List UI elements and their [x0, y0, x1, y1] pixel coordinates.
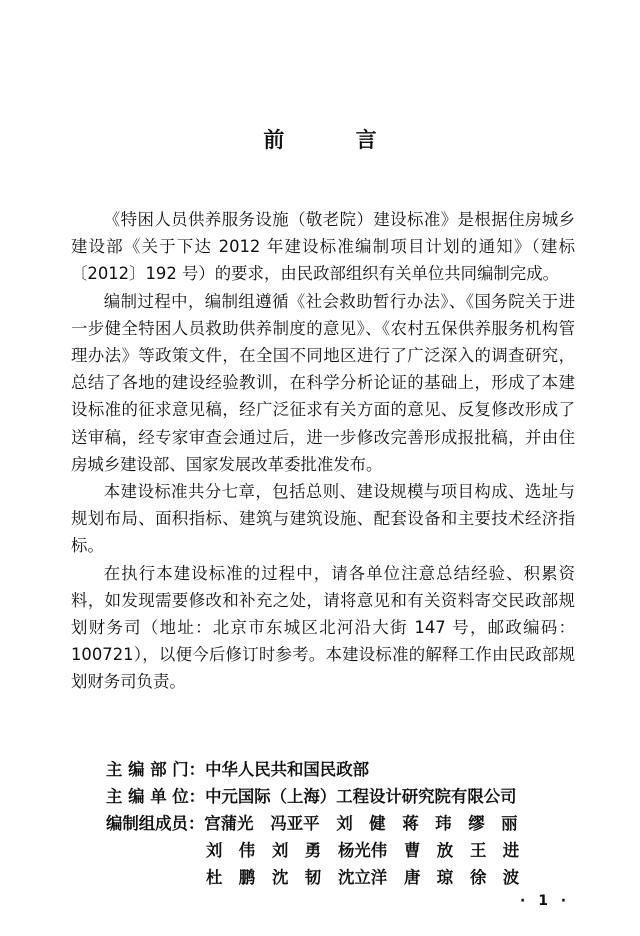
members-row — [106, 810, 576, 837]
member-name: 刘 伟 — [206, 841, 256, 860]
members-label: 编制组成员： — [106, 814, 205, 833]
member-name: 唐 琼 — [404, 868, 454, 887]
member-name: 冯亚平 — [270, 814, 320, 833]
editor-unit-row — [106, 783, 576, 810]
member-name: 杜 鹏 — [206, 868, 256, 887]
member-name: 徐 波 — [470, 868, 520, 887]
paragraph: 编制过程中，编制组遵循《社会救助暂行办法》、《国务院关于进一步健全特困人员救助供养制度的意见》、《农村五保供养服务机构管理办法》等政策文件，在全国不同地区进行了广泛深入的调查研究，总结了各地的建设经验教训，在科学分析论证的基础上，形成了本建设标准的征求意见稿，经广泛征求有关方面的意见、反复修改形成了送审稿，经专家审查会通过后，进一步修改完善形成报批稿，并由住房城乡建设部、国家发展改革委批准发布。 — [71, 291, 575, 474]
editor-unit-label: 主 编 单 位： — [106, 787, 206, 806]
member-name: 沈 韧 — [272, 868, 322, 887]
member-name: 刘 勇 — [272, 841, 322, 860]
credits-block — [106, 756, 576, 891]
member-name: 沈立洋 — [338, 868, 388, 887]
page-number: · 1 · — [520, 893, 571, 909]
member-name: 刘 健 — [336, 814, 386, 833]
editor-unit-value: 中元国际（上海）工程设计研究院有限公司 — [205, 787, 517, 806]
paragraph: 本建设标准共分七章，包括总则、建设规模与项目构成、选址与规划布局、面积指标、建筑与建筑设施、配套设备和主要技术经济指标。 — [71, 482, 575, 556]
member-name: 宫蒲光 — [204, 814, 254, 833]
members-row — [106, 864, 576, 891]
member-name: 王 进 — [470, 841, 520, 860]
member-name: 缪 丽 — [468, 814, 518, 833]
editor-department-row — [106, 756, 576, 783]
member-name: 曹 放 — [404, 841, 454, 860]
page-title: 前 言 — [263, 128, 409, 152]
preface-body — [71, 206, 575, 696]
paragraph: 《特困人员供养服务设施（敬老院）建设标准》是根据住房城乡建设部《关于下达 2012 年建设标准编制项目计划的通知》（建标〔2012〕192 号）的要求，由民政部组织有关单位共同编制完成。 — [71, 210, 575, 284]
member-name: 蒋 玮 — [402, 814, 452, 833]
paragraph: 在执行本建设标准的过程中，请各单位注意总结经验、积累资料，如发现需要修改和补充之处，请将意见和有关资料寄交民政部规划财务司（地址：北京市东城区北河沿大街 147 号，邮政编码：100721），以便今后修订时参考。本建设标准的解释工作由民政部规划财务司负责。 — [71, 563, 575, 692]
editor-department-value: 中华人民共和国民政部 — [205, 760, 369, 779]
editor-department-label: 主 编 部 门： — [106, 760, 206, 779]
members-row — [106, 837, 576, 864]
member-name: 杨光伟 — [338, 841, 388, 860]
